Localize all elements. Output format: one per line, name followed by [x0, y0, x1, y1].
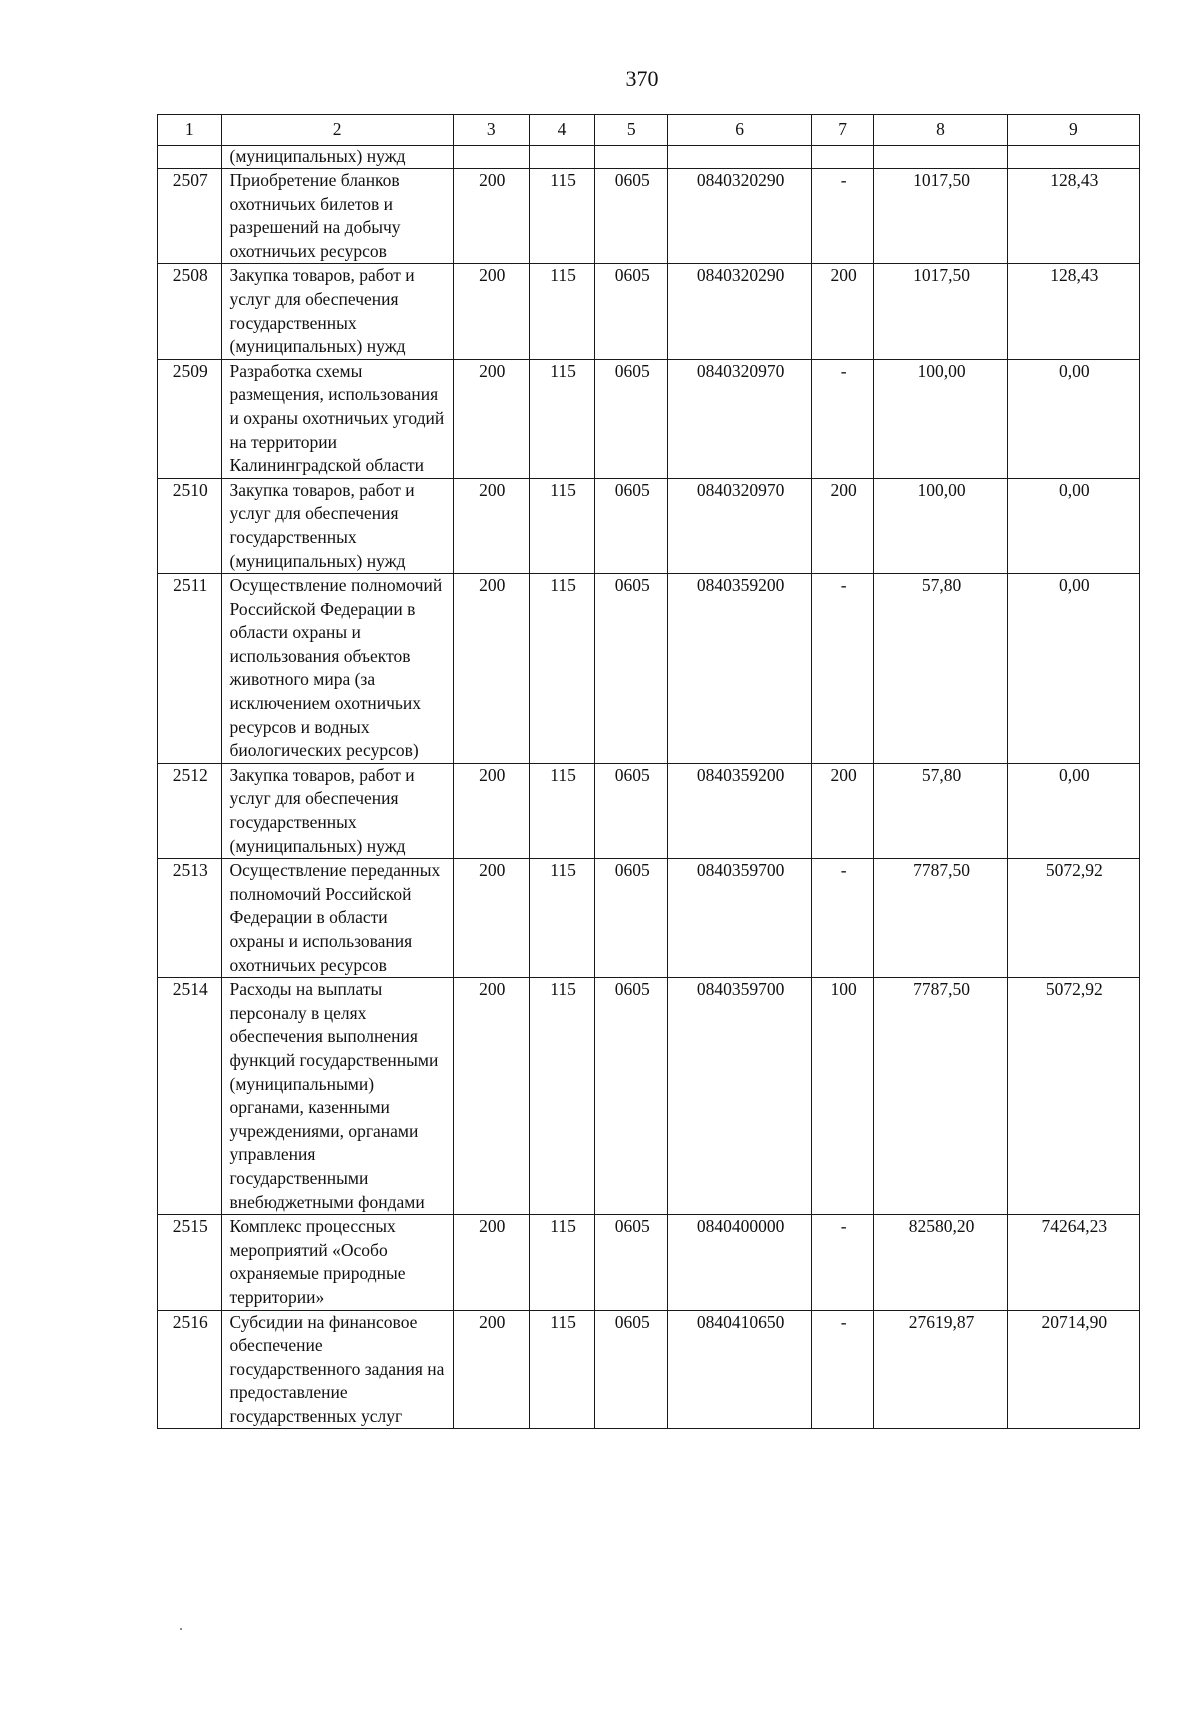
row-amount-executed: 74264,23	[1007, 1215, 1139, 1310]
row-amount-planned: 27619,87	[874, 1310, 1007, 1429]
row-target-article: 0840320970	[668, 359, 812, 478]
row-code-3: 200	[453, 169, 529, 264]
row-section: 0605	[595, 978, 668, 1215]
row-code-4: 115	[529, 264, 595, 359]
row-section: 0605	[595, 359, 668, 478]
row-amount-planned: 1017,50	[874, 264, 1007, 359]
table-row	[158, 574, 1140, 764]
table-row	[158, 1215, 1140, 1310]
header-col-6: 6	[668, 115, 812, 146]
header-row	[158, 115, 1140, 146]
table-row	[158, 478, 1140, 573]
row-code-3: 200	[453, 359, 529, 478]
continuation-text: (муниципальных) нужд	[221, 146, 453, 169]
row-code-3: 200	[453, 859, 529, 978]
row-target-article: 0840359200	[668, 574, 812, 764]
budget-table	[157, 114, 1140, 1429]
row-description: Субсидии на финансовое обеспечение государственного задания на предоставление государственных услуг	[221, 1310, 453, 1429]
row-target-article: 0840400000	[668, 1215, 812, 1310]
table-row	[158, 359, 1140, 478]
row-number: 2510	[158, 478, 222, 573]
row-target-article: 0840320970	[668, 478, 812, 573]
continuation-cell-3	[453, 146, 529, 169]
row-amount-planned: 1017,50	[874, 169, 1007, 264]
row-section: 0605	[595, 859, 668, 978]
row-section: 0605	[595, 763, 668, 858]
row-number: 2511	[158, 574, 222, 764]
row-amount-executed: 5072,92	[1007, 978, 1139, 1215]
table-row	[158, 859, 1140, 978]
row-code-3: 200	[453, 1215, 529, 1310]
row-description: Комплекс процессных мероприятий «Особо охраняемые природные территории»	[221, 1215, 453, 1310]
row-description: Закупка товаров, работ и услуг для обеспечения государственных (муниципальных) нужд	[221, 478, 453, 573]
row-code-3: 200	[453, 478, 529, 573]
row-number: 2508	[158, 264, 222, 359]
row-code-3: 200	[453, 574, 529, 764]
row-code-4: 115	[529, 763, 595, 858]
continuation-cell-9	[1007, 146, 1139, 169]
continuation-cell-5	[595, 146, 668, 169]
table-row	[158, 1310, 1140, 1429]
row-amount-planned: 7787,50	[874, 859, 1007, 978]
row-code-4: 115	[529, 859, 595, 978]
row-target-article: 0840320290	[668, 169, 812, 264]
continuation-cell-1	[158, 146, 222, 169]
row-number: 2509	[158, 359, 222, 478]
table-row	[158, 169, 1140, 264]
row-number: 2516	[158, 1310, 222, 1429]
header-col-1: 1	[158, 115, 222, 146]
row-section: 0605	[595, 264, 668, 359]
row-amount-planned: 100,00	[874, 359, 1007, 478]
page-number: 370	[625, 66, 659, 91]
header-col-7: 7	[811, 115, 873, 146]
row-expense-type: 100	[811, 978, 873, 1215]
continuation-cell-4	[529, 146, 595, 169]
row-code-4: 115	[529, 169, 595, 264]
row-expense-type: -	[811, 169, 873, 264]
row-amount-executed: 5072,92	[1007, 859, 1139, 978]
row-section: 0605	[595, 574, 668, 764]
row-target-article: 0840359200	[668, 763, 812, 858]
row-amount-planned: 57,80	[874, 574, 1007, 764]
row-expense-type: -	[811, 1215, 873, 1310]
header-col-5: 5	[595, 115, 668, 146]
header-col-8: 8	[874, 115, 1007, 146]
row-code-4: 115	[529, 1215, 595, 1310]
row-amount-planned: 7787,50	[874, 978, 1007, 1215]
row-target-article: 0840320290	[668, 264, 812, 359]
row-section: 0605	[595, 1215, 668, 1310]
row-target-article: 0840410650	[668, 1310, 812, 1429]
table-row	[158, 763, 1140, 858]
row-number: 2512	[158, 763, 222, 858]
row-expense-type: 200	[811, 264, 873, 359]
continuation-row	[158, 146, 1140, 169]
continuation-cell-6	[668, 146, 812, 169]
header-col-9: 9	[1007, 115, 1139, 146]
row-amount-executed: 128,43	[1007, 169, 1139, 264]
row-amount-executed: 0,00	[1007, 574, 1139, 764]
row-expense-type: -	[811, 359, 873, 478]
row-section: 0605	[595, 169, 668, 264]
row-code-4: 115	[529, 359, 595, 478]
row-expense-type: 200	[811, 478, 873, 573]
row-expense-type: 200	[811, 763, 873, 858]
row-amount-executed: 0,00	[1007, 359, 1139, 478]
row-description: Закупка товаров, работ и услуг для обеспечения государственных (муниципальных) нужд	[221, 264, 453, 359]
row-code-4: 115	[529, 478, 595, 573]
row-section: 0605	[595, 478, 668, 573]
row-target-article: 0840359700	[668, 978, 812, 1215]
continuation-cell-8	[874, 146, 1007, 169]
row-number: 2514	[158, 978, 222, 1215]
row-amount-executed: 0,00	[1007, 478, 1139, 573]
scan-speck	[180, 1628, 182, 1630]
continuation-cell-7	[811, 146, 873, 169]
row-expense-type: -	[811, 574, 873, 764]
row-amount-executed: 128,43	[1007, 264, 1139, 359]
row-code-3: 200	[453, 763, 529, 858]
row-description: Осуществление переданных полномочий Российской Федерации в области охраны и использования охотничьих ресурсов	[221, 859, 453, 978]
row-description: Закупка товаров, работ и услуг для обеспечения государственных (муниципальных) нужд	[221, 763, 453, 858]
row-code-4: 115	[529, 1310, 595, 1429]
row-number: 2507	[158, 169, 222, 264]
row-amount-planned: 100,00	[874, 478, 1007, 573]
row-expense-type: -	[811, 1310, 873, 1429]
row-description: Приобретение бланков охотничьих билетов и разрешений на добычу охотничьих ресурсов	[221, 169, 453, 264]
header-col-2: 2	[221, 115, 453, 146]
row-amount-executed: 0,00	[1007, 763, 1139, 858]
row-amount-planned: 57,80	[874, 763, 1007, 858]
table-row	[158, 978, 1140, 1215]
row-amount-planned: 82580,20	[874, 1215, 1007, 1310]
row-description: Расходы на выплаты персоналу в целях обеспечения выполнения функций государственными (муниципальными) органами, казенными учреждениями, органами управления государственными внебюджетными фондами	[221, 978, 453, 1215]
row-code-3: 200	[453, 978, 529, 1215]
row-expense-type: -	[811, 859, 873, 978]
row-code-3: 200	[453, 1310, 529, 1429]
row-code-4: 115	[529, 978, 595, 1215]
row-description: Разработка схемы размещения, использования и охраны охотничьих угодий на территории Калининградской области	[221, 359, 453, 478]
row-number: 2515	[158, 1215, 222, 1310]
row-description: Осуществление полномочий Российской Федерации в области охраны и использования объектов животного мира (за исключением охотничьих ресурсов и водных биологических ресурсов)	[221, 574, 453, 764]
row-code-3: 200	[453, 264, 529, 359]
header-col-4: 4	[529, 115, 595, 146]
row-code-4: 115	[529, 574, 595, 764]
row-target-article: 0840359700	[668, 859, 812, 978]
row-section: 0605	[595, 1310, 668, 1429]
header-col-3: 3	[453, 115, 529, 146]
row-amount-executed: 20714,90	[1007, 1310, 1139, 1429]
row-number: 2513	[158, 859, 222, 978]
table-row	[158, 264, 1140, 359]
